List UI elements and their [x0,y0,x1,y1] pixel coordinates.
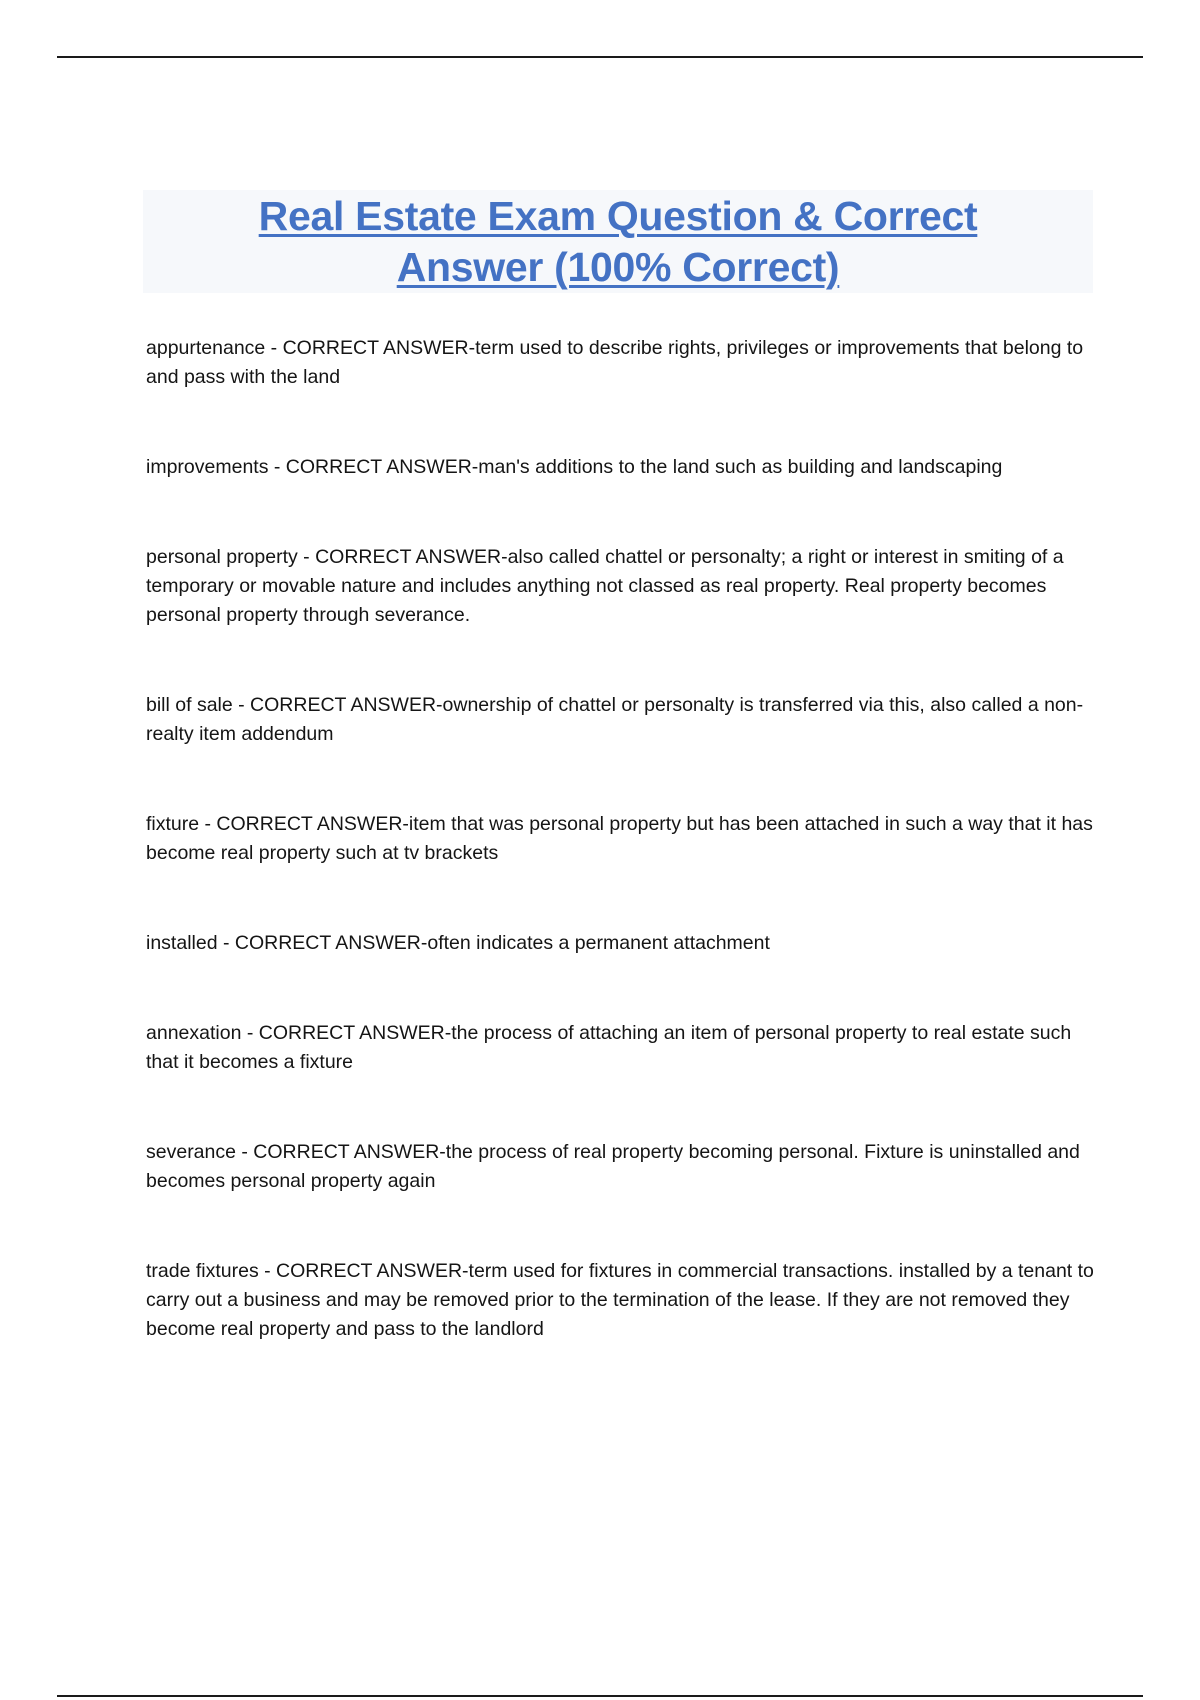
title-banner [143,190,1093,293]
qa-entry-installed: installed - CORRECT ANSWER-often indicates a permanent attachment [146,932,770,954]
qa-entry-severance: severance - CORRECT ANSWER-the process of real property becoming personal. Fixture is uninstalled and becomes personal property again [146,1141,1080,1192]
document-title-line-2: Answer (100% Correct) [396,243,840,290]
top-divider [57,56,1143,58]
qa-entry-fixture: fixture - CORRECT ANSWER-item that was personal property but has been attached in such a way that it has become real property such at tv brackets [146,813,1093,864]
qa-entry-appurtenance: appurtenance - CORRECT ANSWER-term used to describe rights, privileges or improvements that belong to and pass with the land [146,337,1084,388]
qa-entry-bill-of-sale: bill of sale - CORRECT ANSWER-ownership of chattel or personalty is transferred via this, also called a non-realty item addendum [146,694,1084,745]
document-title-line-1: Real Estate Exam Question & Correct [258,192,978,239]
qa-entry-annexation: annexation - CORRECT ANSWER-the process of attaching an item of personal property to real estate such that it becomes a fixture [146,1022,1072,1073]
qa-entry-personal-property: personal property - CORRECT ANSWER-also called chattel or personalty; a right or interest in smiting of a temporary or movable nature and includes anything not classed as real property. Real property becomes personal property through severance. [146,546,1064,626]
qa-entry-improvements: improvements - CORRECT ANSWER-man's additions to the land such as building and landscaping [146,456,1003,478]
qa-entry-trade-fixtures: trade fixtures - CORRECT ANSWER-term used for fixtures in commercial transactions. installed by a tenant to carry out a business and may be removed prior to the termination of the lease. If they are not removed they become real property and pass to the landlord [146,1260,1094,1340]
qa-list [146,334,1096,1344]
bottom-divider [57,1695,1143,1697]
